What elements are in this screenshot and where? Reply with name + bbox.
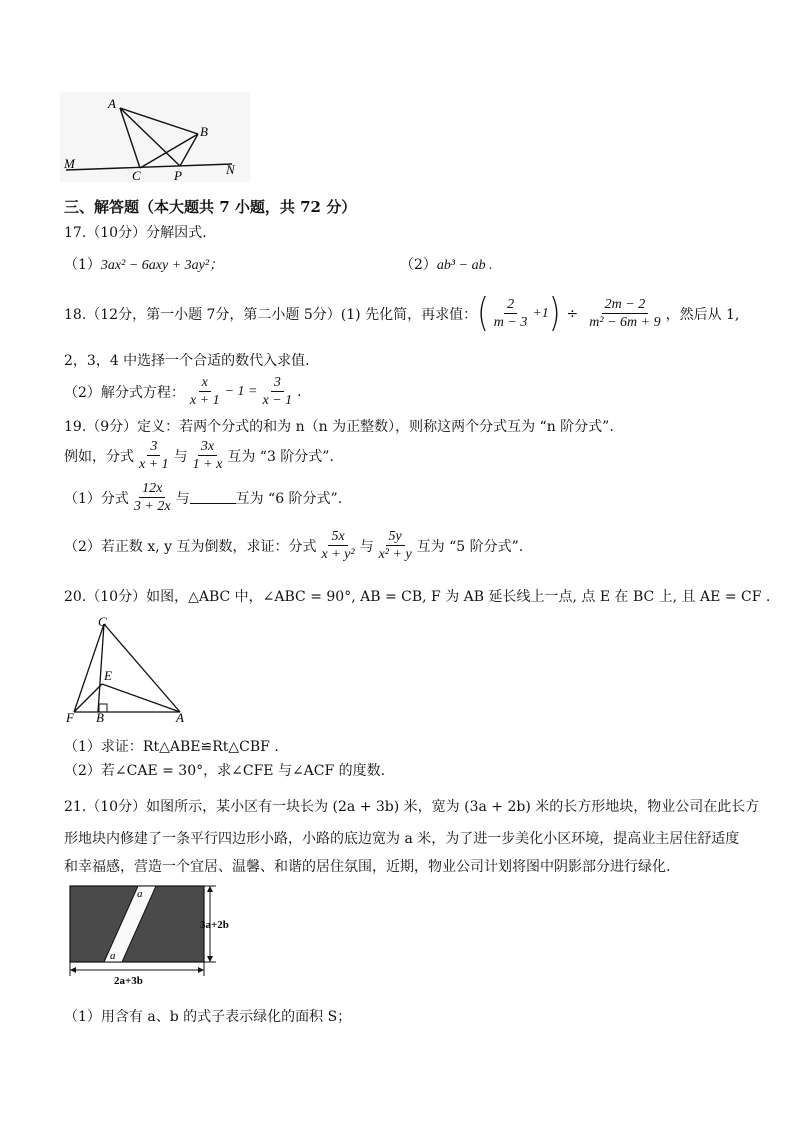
q18-p2-frac-left: $\frac{x}{x + 1}$ (189, 375, 220, 408)
q17-part1 (64, 254, 223, 274)
q18-p2-lead: （2）解分式方程： (64, 384, 185, 401)
q19-ex-frac-b: $\frac{3x}{1 + x}$ (192, 439, 223, 472)
q20-part2: （2）若∠CAE = 30°，求∠CFE 与∠ACF 的度数. (64, 763, 386, 779)
q19-stem: 19.（9分）定义：若两个分式的和为 n（n 为正整数），则称这两个分式互为 “n 阶分式”. (64, 419, 614, 435)
q18-frac-right: $\frac{2m - 2}{\text{m² − 6m + 9}}$ (589, 297, 661, 330)
q19-p2-frac-a: $\frac{5x}{\text{x + y²}}$ (321, 529, 355, 562)
q18-frac-left: $\frac{2}{m - 3}$ (493, 297, 528, 330)
q19-ex-frac-a: $\frac{3}{x + 1}$ (139, 439, 169, 472)
label-a-bottom: a (110, 950, 116, 962)
label-M: M (64, 156, 75, 171)
q17-part2 (400, 254, 493, 274)
q21-line3: 和幸福感，营造一个宜居、温馨、和谐的居住氛围，近期，物业公司计划将图中阴影部分进行绿化. (64, 859, 671, 875)
label-B: B (96, 710, 104, 724)
q21-line2: 形地块内修建了一条平行四边形小路，小路的底边宽为 a 米，为了进一步美化小区环境，提高业主居住舒适度 (64, 831, 740, 847)
q20-part1: （1）求证：Rt△ABE≌Rt△CBF . (64, 739, 279, 755)
figure-triangle-abc (62, 612, 192, 724)
q19-p1-with: 与 (175, 490, 190, 507)
q18-line1 (64, 290, 740, 337)
label-A: A (108, 96, 116, 111)
paren-open: ( (477, 290, 489, 337)
q18-line2: 2，3，4 中选择一个合适的数代入求值. (64, 353, 310, 369)
q19-p2-lead: （2）若正数 x, y 互为倒数，求证：分式 (64, 538, 317, 555)
q19-p2-with: 与 (359, 538, 374, 555)
label-a-top: a (137, 888, 143, 900)
q19-p1-lead: （1）分式 (64, 490, 129, 507)
q19-p1-tail: 互为 “6 阶分式”. (235, 490, 343, 507)
label-C: C (98, 614, 107, 629)
label-E: E (104, 668, 112, 683)
q18-div: ÷ (566, 305, 579, 322)
figure-rectangle-path (64, 880, 254, 990)
answer-blank[interactable] (190, 491, 236, 504)
q17-p1-expr: 3ax² − 6axy + 3ay²； (100, 258, 224, 273)
height-label: 3a+2b (200, 919, 229, 931)
label-F: F (66, 710, 74, 724)
q21-part1: （1）用含有 a、b 的式子表示绿化的面积 S； (64, 1009, 352, 1025)
label-A: A (176, 710, 184, 724)
width-label: 2a+3b (114, 975, 143, 987)
label-B: B (200, 124, 208, 139)
q19-ex-tail: 互为 “3 阶分式”. (227, 448, 334, 465)
q17-p1-label: （1） (64, 257, 101, 273)
q18-tail: ，然后从 1, (665, 306, 740, 323)
q19-p2-frac-b: $\frac{5y}{\text{x² + y}}$ (378, 529, 412, 562)
q19-ex-with: 与 (173, 448, 188, 465)
q19-p2-tail: 互为 “5 阶分式”. (416, 538, 524, 555)
q21-line1: 21.（10分）如图所示，某小区有一块长为 (2a + 3b) 米，宽为 (3a + 2b) 米的长方形地块，物业公司在此长方 (64, 799, 760, 815)
q17-p2-label: （2） (400, 257, 437, 273)
label-C: C (132, 168, 141, 182)
q17-p2-expr: ab³ − ab . (436, 258, 493, 273)
q20-stem: 20.（10分）如图，△ABC 中，∠ABC = 90°, AB = CB, F 为 AB 延长线上一点, 点 E 在 BC 上, 且 AE = CF . (64, 589, 771, 605)
q19-part2 (64, 528, 523, 563)
q18-stem: 18.（12分，第一小题 7分，第二小题 5分）(1) 先化简，再求值： (64, 306, 478, 323)
q17-stem: 17.（10分）分解因式. (64, 225, 207, 241)
q18-plus-one: +1 (532, 305, 549, 321)
q19-example (64, 438, 334, 473)
q18-part2 (64, 374, 302, 409)
q19-part1 (64, 480, 342, 515)
q18-p2-minus: − 1 = (224, 383, 258, 399)
label-N: N (226, 162, 235, 177)
figure-points-mn (60, 92, 250, 182)
q19-ex-lead: 例如，分式 (64, 448, 134, 465)
label-P: P (174, 168, 182, 182)
paren-close: ) (548, 290, 561, 337)
q19-p1-frac: $\frac{12x}{3 + 2x}$ (133, 481, 171, 514)
q18-p2-frac-right: $\frac{3}{x - 1}$ (262, 375, 293, 408)
section-heading: 三、解答题（本大题共 7 小题，共 72 分） (64, 198, 357, 216)
q18-p2-end: . (297, 383, 302, 400)
